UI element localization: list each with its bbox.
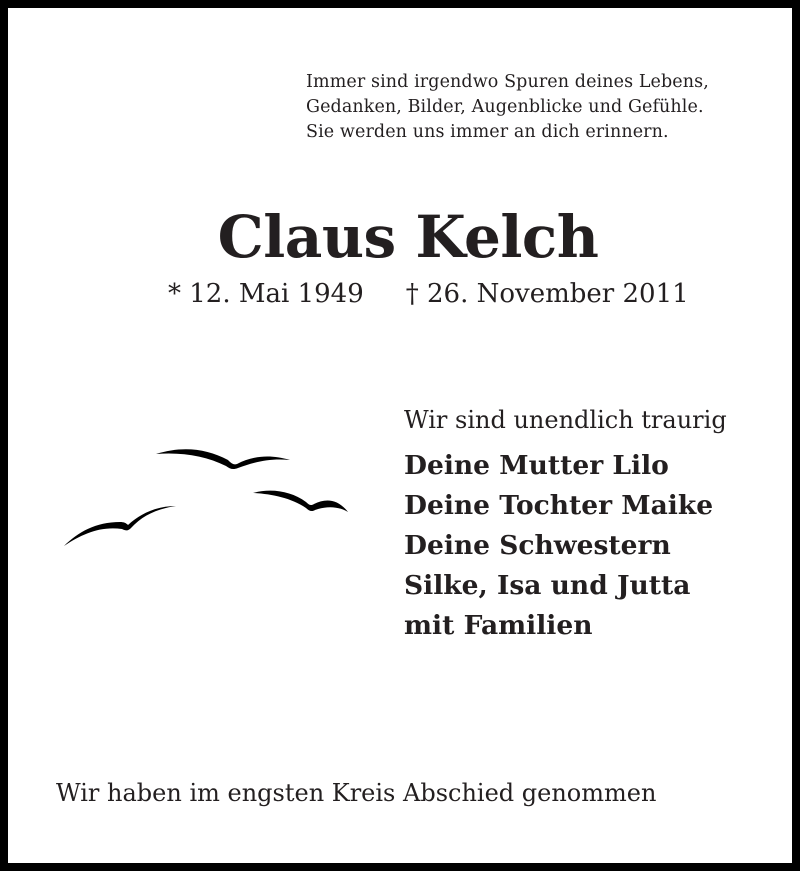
bird-icon <box>253 491 348 512</box>
mourner-line: Silke, Isa und Jutta <box>404 570 691 601</box>
deceased-name: Claus Kelch <box>217 203 599 271</box>
birth-date: * 12. Mai 1949 <box>168 279 364 309</box>
bird-icon <box>156 449 290 469</box>
flying-birds-illustration <box>56 436 356 556</box>
mourner-line: mit Familien <box>404 610 593 641</box>
motto-line: Gedanken, Bilder, Augenblicke und Gefühle. <box>306 97 704 117</box>
motto-verse <box>306 70 709 145</box>
mourner-line: Deine Tochter Maike <box>404 490 714 521</box>
life-dates <box>168 276 689 312</box>
farewell-note: Wir haben im engsten Kreis Abschied genommen <box>56 779 657 807</box>
motto-line: Sie werden uns immer an dich erinnern. <box>306 122 669 142</box>
mourners-list <box>404 446 713 646</box>
mourner-line: Deine Mutter Lilo <box>404 450 669 481</box>
bird-icon <box>64 506 176 546</box>
mourning-intro: Wir sind unendlich traurig <box>404 406 727 434</box>
death-date: † 26. November 2011 <box>405 279 689 309</box>
mourner-line: Deine Schwestern <box>404 530 671 561</box>
motto-line: Immer sind irgendwo Spuren deines Lebens, <box>306 72 709 92</box>
